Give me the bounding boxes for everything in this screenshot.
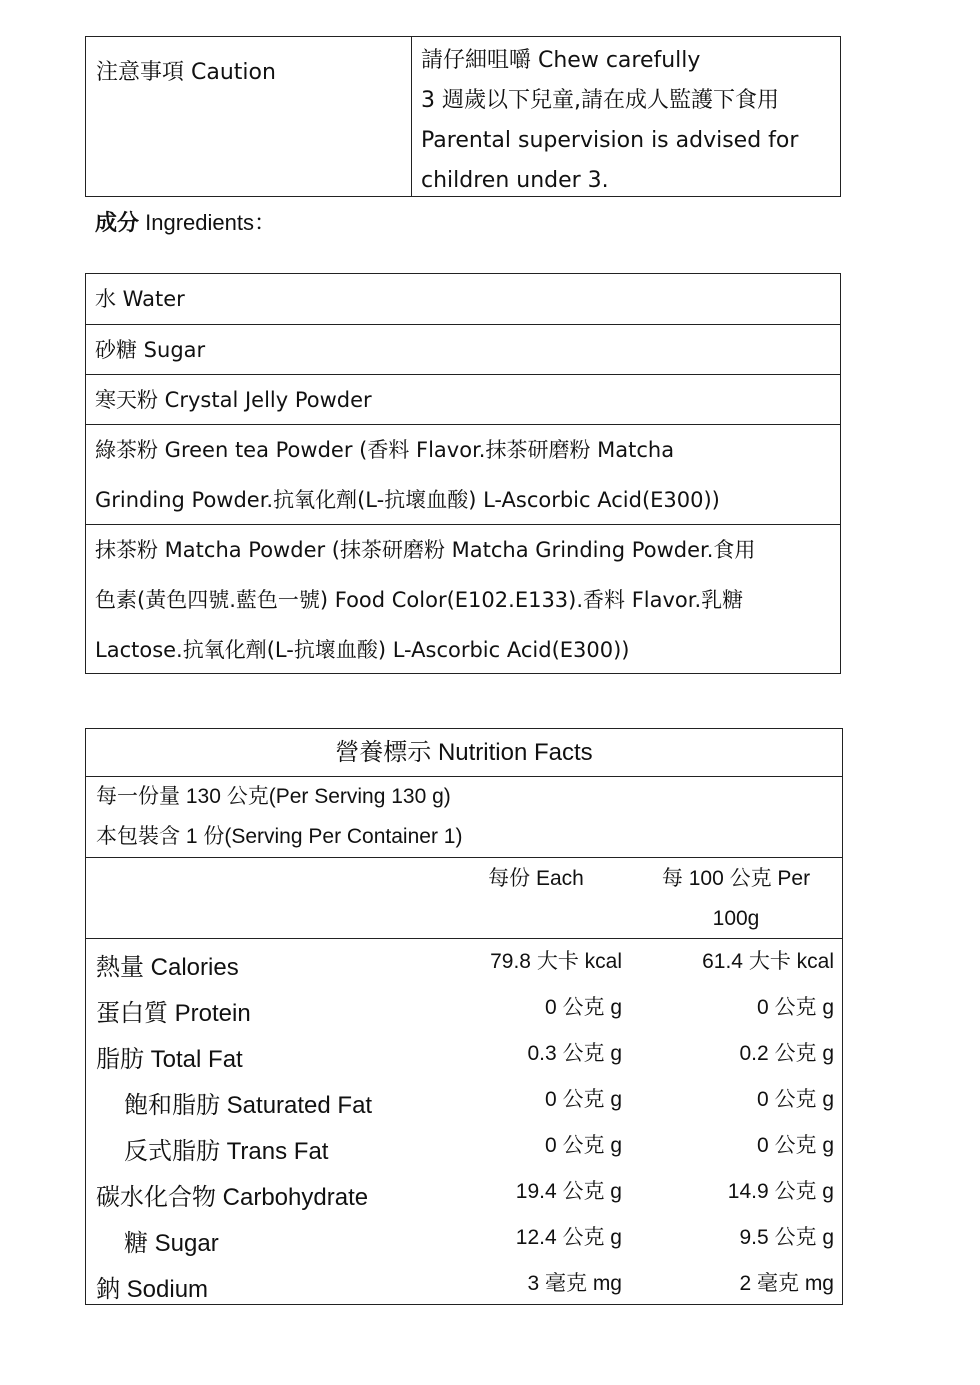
nutrient-value-per100: 0 公克 g [756,1134,834,1157]
ingredient-text [95,525,832,675]
nutrient-value-each: 79.8 大卡 kcal [490,950,622,973]
caution-column-divider [411,37,412,196]
nutrient-name: 反式脂肪 Trans Fat [124,1138,329,1165]
serving-size: 每一份量 130 公克(Per Serving 130 g) [96,785,451,808]
ingredient-text: 寒天粉 Crystal Jelly Powder [95,388,372,412]
nutrition-title: 營養標示 Nutrition Facts [335,739,593,766]
nutrient-name: 碳水化合物 Carbohydrate [96,1184,369,1211]
nutrient-value-each: 12.4 公克 g [515,1226,622,1249]
ingredient-row-green-tea [86,424,840,525]
nutrient-value-per100: 0 公克 g [756,1088,834,1111]
column-header-each: 每份 Each [488,867,584,890]
nutrient-name: 脂肪 Total Fat [96,1046,243,1073]
ingredient-row-jelly-powder [86,374,840,425]
caution-label: 注意事項 Caution [96,60,276,85]
nutrient-value-each: 0 公克 g [544,1088,622,1111]
nutrient-value-each: 3 毫克 mg [527,1272,622,1295]
ingredient-row-sugar [86,324,840,375]
ingredients-heading-cn: 成分 [95,211,140,236]
nutrient-value-per100: 14.9 公克 g [727,1180,834,1203]
ingredients-heading [95,206,276,237]
ingredient-line: Grinding Powder.抗氧化劑(L-抗壞血酸) L-Ascorbic Acid(E300)) [95,488,720,512]
ingredient-row-water [86,274,840,324]
caution-line: children under 3. [421,168,609,193]
ingredient-text: 水 Water [95,287,185,311]
nutrient-name: 飽和脂肪 Saturated Fat [124,1092,373,1119]
nutrient-row-saturated-fat [86,1079,842,1125]
divider [86,857,842,858]
nutrient-value-per100: 9.5 公克 g [739,1226,834,1249]
nutrient-row-protein [86,987,842,1033]
nutrient-value-per100: 0 公克 g [756,996,834,1019]
caution-table [85,36,841,197]
ingredient-text: 砂糖 Sugar [95,338,206,362]
nutrient-row-carbohydrate [86,1171,842,1217]
nutrient-value-each: 0 公克 g [544,1134,622,1157]
nutrient-row-total-fat [86,1033,842,1079]
nutrient-row-sodium [86,1263,842,1309]
nutrient-name: 糖 Sugar [124,1230,219,1257]
caution-text [421,41,798,201]
nutrient-value-each: 0.3 公克 g [527,1042,622,1065]
column-header-per100: 每 100 公克 Per [661,867,811,890]
nutrient-value-per100: 61.4 大卡 kcal [702,950,834,973]
ingredient-text [95,425,832,525]
nutrition-facts-table [85,728,843,1305]
nutrient-name: 鈉 Sodium [96,1276,209,1303]
ingredient-line: Lactose.抗氧化劑(L-抗壞血酸) L-Ascorbic Acid(E300)) [95,638,630,662]
nutrient-name: 蛋白質 Protein [96,1000,251,1027]
nutrient-value-per100: 2 毫克 mg [739,1272,834,1295]
caution-line: Parental supervision is advised for [421,128,799,153]
servings-per-container: 本包裝含 1 份(Serving Per Container 1) [96,825,463,848]
ingredient-line: 綠茶粉 Green tea Powder (香料 Flavor.抹茶研磨粉 Matcha [95,438,675,462]
nutrient-value-each: 0 公克 g [544,996,622,1019]
nutrient-name: 熱量 Calories [96,954,239,981]
ingredients-table [85,273,841,674]
nutrient-row-calories [86,941,842,987]
ingredient-row-matcha [86,524,840,674]
nutrient-value-per100: 0.2 公克 g [739,1042,834,1065]
caution-line: 請仔細咀嚼 Chew carefully [421,48,701,73]
nutrient-row-sugar [86,1217,842,1263]
nutrient-row-trans-fat [86,1125,842,1171]
ingredient-line: 抹茶粉 Matcha Powder (抹茶研磨粉 Matcha Grinding Powder.食用 [95,538,756,562]
ingredients-heading-en: Ingredients： [145,210,276,235]
nutrient-value-each: 19.4 公克 g [515,1180,622,1203]
divider [86,938,842,939]
column-header-per100-unit: 100g [712,907,760,930]
caution-line: 3 週歲以下兒童,請在成人監護下食用 [421,88,779,113]
ingredient-line: 色素(黃色四號.藍色一號) Food Color(E102.E133).香料 Flavor.乳糖 [95,588,744,612]
